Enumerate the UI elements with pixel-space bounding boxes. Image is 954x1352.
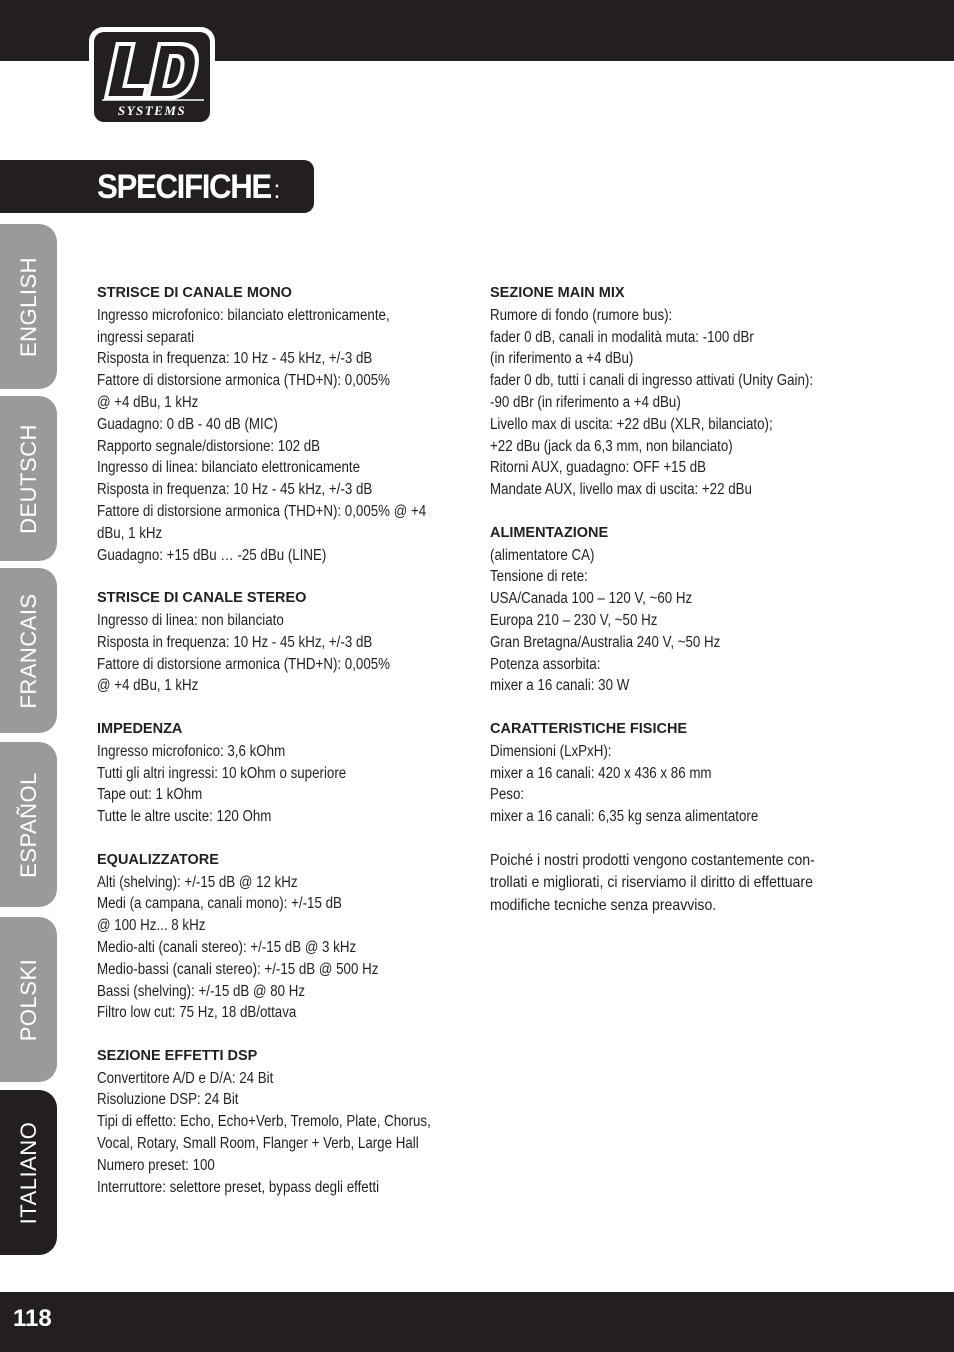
logo-graphic	[94, 32, 210, 122]
spec-line: Risoluzione DSP: 24 Bit	[97, 1091, 239, 1109]
spec-line: fader 0 db, tutti i canali di ingresso attivati (Unity Gain):	[490, 372, 814, 390]
spec-line: Peso:	[490, 786, 525, 804]
spec-line: Tape out: 1 kOhm	[97, 786, 203, 804]
spec-line: Bassi (shelving): +/-15 dB @ 80 Hz	[97, 982, 306, 1000]
spec-line: Guadagno: +15 dBu … -25 dBu (LINE)	[97, 546, 327, 564]
spec-line: Ritorni AUX, guadagno: OFF +15 dB	[490, 459, 706, 477]
spec-line: @ 100 Hz... 8 kHz	[97, 917, 206, 935]
spec-line: Ingresso microfonico: bilanciato elettronicamente,	[97, 306, 390, 324]
bottom-bar	[0, 1292, 954, 1352]
spec-line: fader 0 dB, canali in modalità muta: -100 dBr	[490, 328, 754, 346]
tab-english[interactable]	[0, 224, 57, 389]
spec-line: Tensione di rete:	[490, 568, 588, 586]
spec-line: (alimentatore CA)	[490, 546, 595, 564]
spec-line: Dimensioni (LxPxH):	[490, 742, 612, 760]
spec-line: (in riferimento a +4 dBu)	[490, 350, 634, 368]
spec-line: Mandate AUX, livello max di uscita: +22 dBu	[490, 481, 752, 499]
tab-polski[interactable]	[0, 917, 57, 1082]
spec-line: Medio-bassi (canali stereo): +/-15 dB @ 500 Hz	[97, 960, 379, 978]
spec-line: Tutti gli altri ingressi: 10 kOhm o superiore	[97, 764, 347, 782]
spec-line: mixer a 16 canali: 420 x 436 x 86 mm	[490, 764, 712, 782]
tab-polski-label: POLSKI	[15, 958, 41, 1041]
spec-line: Vocal, Rotary, Small Room, Flanger + Verb, Large Hall	[97, 1135, 419, 1153]
spec-line: Numero preset: 100	[97, 1156, 215, 1174]
section-main-mix	[490, 283, 860, 501]
section-heading: SEZIONE EFFETTI DSP	[97, 1047, 258, 1064]
spec-line: Ingresso microfonico: 3,6 kOhm	[97, 742, 286, 760]
tab-francais-label: FRANCAIS	[15, 592, 41, 709]
spec-line: Ingresso di linea: non bilanciato	[97, 611, 284, 629]
tab-deutsch-label: DEUTSCH	[15, 423, 41, 534]
notice-line: trollati e migliorati, ci riserviamo il diritto di effettuare	[490, 874, 813, 892]
spec-line: Europa 210 – 230 V, ~50 Hz	[490, 611, 658, 629]
section-heading: STRISCE DI CANALE STEREO	[97, 590, 307, 607]
notice-line: Poiché i nostri prodotti vengono costantemente con-	[490, 851, 815, 869]
spec-line: dBu, 1 kHz	[97, 524, 163, 542]
spec-line: @ +4 dBu, 1 kHz	[97, 393, 199, 411]
section-stereo-channels	[97, 588, 467, 697]
spec-line: Alti (shelving): +/-15 dB @ 12 kHz	[97, 873, 298, 891]
tab-espanol[interactable]	[0, 742, 57, 907]
notice-line: modifiche tecniche senza preavviso.	[490, 896, 717, 914]
spec-line: USA/Canada 100 – 120 V, ~60 Hz	[490, 590, 693, 608]
spec-line: Fattore di distorsione armonica (THD+N): 0,005%	[97, 372, 391, 390]
spec-line: ingressi separati	[97, 328, 195, 346]
spec-line: Tutte le altre uscite: 120 Ohm	[97, 808, 272, 826]
section-heading: SEZIONE MAIN MIX	[490, 285, 625, 301]
section-impedance	[97, 719, 467, 828]
spec-line: Guadagno: 0 dB - 40 dB (MIC)	[97, 415, 278, 433]
section-heading: ALIMENTAZIONE	[490, 524, 609, 541]
tab-espanol-label: ESPAÑOL	[15, 771, 41, 878]
page-number: 118	[13, 1305, 52, 1332]
spec-line: Convertitore A/D e D/A: 24 Bit	[97, 1069, 274, 1087]
tab-deutsch[interactable]	[0, 396, 57, 561]
section-heading: CARATTERISTICHE FISICHE	[490, 720, 688, 737]
section-heading: STRISCE DI CANALE MONO	[97, 285, 292, 301]
section-dsp-effects	[97, 1046, 467, 1199]
section-physical	[490, 719, 860, 828]
notice-paragraph	[490, 850, 860, 918]
left-column	[97, 283, 467, 1220]
tab-italiano[interactable]	[0, 1090, 57, 1255]
section-heading: EQUALIZZATORE	[97, 851, 219, 868]
logo-sub-text: SYSTEMS	[117, 103, 187, 118]
spec-line: -90 dBr (in riferimento a +4 dBu)	[490, 393, 681, 411]
spec-line: Medi (a campana, canali mono): +/-15 dB	[97, 895, 342, 913]
tab-english-label: ENGLISH	[15, 256, 41, 357]
spec-line: Fattore di distorsione armonica (THD+N): 0,005%	[97, 655, 391, 673]
section-mono-channels	[97, 283, 467, 566]
section-equalizer	[97, 850, 467, 1024]
spec-line: mixer a 16 canali: 6,35 kg senza alimentatore	[490, 808, 759, 826]
page-title-colon: :	[273, 174, 279, 204]
spec-line: Gran Bretagna/Australia 240 V, ~50 Hz	[490, 633, 721, 651]
right-column	[490, 283, 860, 939]
page-title-text: SPECIFICHE	[97, 168, 271, 206]
spec-line: @ +4 dBu, 1 kHz	[97, 677, 199, 695]
tab-francais[interactable]	[0, 568, 57, 733]
spec-line: mixer a 16 canali: 30 W	[490, 677, 630, 695]
spec-line: Interruttore: selettore preset, bypass degli effetti	[97, 1178, 380, 1196]
spec-line: Potenza assorbita:	[490, 655, 601, 673]
section-power-supply	[490, 523, 860, 697]
tab-italiano-label: ITALIANO	[15, 1121, 41, 1224]
spec-line: +22 dBu (jack da 6,3 mm, non bilanciato)	[490, 437, 733, 455]
spec-line: Livello max di uscita: +22 dBu (XLR, bilanciato);	[490, 415, 773, 433]
spec-line: Risposta in frequenza: 10 Hz - 45 kHz, +/-3 dB	[97, 481, 373, 499]
spec-line: Medio-alti (canali stereo): +/-15 dB @ 3 kHz	[97, 938, 357, 956]
spec-line: Rapporto segnale/distorsione: 102 dB	[97, 437, 321, 455]
ld-systems-logo	[89, 27, 215, 127]
page-title	[97, 165, 279, 211]
section-heading: IMPEDENZA	[97, 720, 183, 737]
spec-line: Ingresso di linea: bilanciato elettronicamente	[97, 459, 361, 477]
spec-line: Rumore di fondo (rumore bus):	[490, 306, 673, 324]
spec-line: Tipi di effetto: Echo, Echo+Verb, Tremolo, Plate, Chorus,	[97, 1113, 431, 1131]
spec-line: Fattore di distorsione armonica (THD+N): 0,005% @ +4	[97, 502, 427, 520]
spec-line: Filtro low cut: 75 Hz, 18 dB/ottava	[97, 1004, 297, 1022]
spec-line: Risposta in frequenza: 10 Hz - 45 kHz, +/-3 dB	[97, 633, 373, 651]
spec-line: Risposta in frequenza: 10 Hz - 45 kHz, +/-3 dB	[97, 350, 373, 368]
